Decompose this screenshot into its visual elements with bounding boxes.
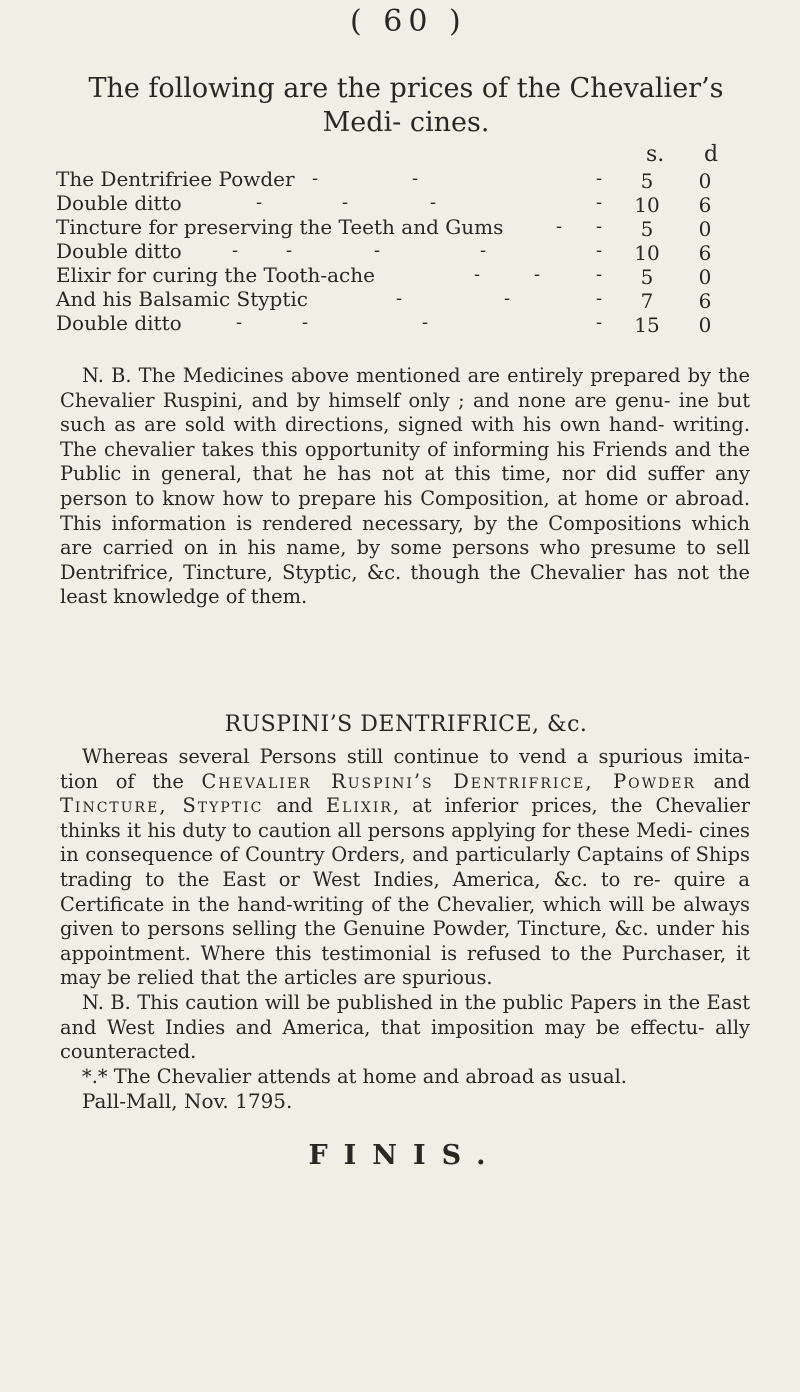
price-item: The Dentrifriee Powder [56,167,295,191]
price-pence: 0 [698,169,712,193]
notice-and: and [713,769,751,793]
nota-bene-section [60,364,750,610]
product-elixir: Elixir [325,794,393,818]
notice-intro: Whereas several Persons still continue to vend a spurious imita- tion of the [60,745,750,793]
dateline: Pall-Mall, Nov. 1795. [82,1089,293,1114]
price-row [56,215,746,241]
dash: - [312,168,319,189]
page-number: ( 60 ) [350,4,467,39]
notice-and: and [276,794,313,818]
price-pence: 6 [698,193,712,217]
dash: - [504,288,511,309]
dash: - [596,192,603,213]
price-shillings: 5 [640,217,654,241]
price-pence: 0 [698,313,712,337]
dash: - [302,312,309,333]
pence-header: d [704,142,719,167]
dash: - [236,312,243,333]
price-row [56,287,746,313]
price-row [56,263,746,289]
price-item: Double ditto [56,311,182,335]
dash: - [596,312,603,333]
price-row [56,311,746,337]
dash: - [474,264,481,285]
price-item: Double ditto [56,191,182,215]
price-item: Tincture for preserving the Teeth and Gums [56,215,504,239]
section-heading: RUSPINI’S DENTRIFRICE, &c. [224,712,588,737]
price-pence: 6 [698,289,712,313]
price-pence: 6 [698,241,712,265]
dash: - [596,168,603,189]
price-item: Elixir for curing the Tooth-ache [56,263,375,287]
price-shillings: 15 [634,313,660,337]
price-row [56,167,746,193]
product-tincture-styptic: Tincture, Styptic [60,794,264,818]
price-pence: 0 [698,217,712,241]
price-row [56,239,746,265]
dash: - [534,264,541,285]
attends-line: *.* The Chevalier attends at home and abroad as usual. [82,1064,627,1088]
notice-paragraph [60,745,750,991]
finis: FINIS. [308,1140,502,1171]
dash: - [556,216,563,237]
dash: - [430,192,437,213]
dash: - [412,168,419,189]
dash: - [374,240,381,261]
shillings-header: s. [646,142,665,167]
dash: - [596,216,603,237]
dash: - [422,312,429,333]
price-shillings: 10 [634,193,660,217]
price-item: And his Balsamic Styptic [56,287,308,311]
price-shillings: 5 [640,265,654,289]
price-shillings: 7 [640,289,654,313]
prices-heading: The following are the prices of the Chevalier’s Medi- cines. [88,73,724,138]
dash: - [342,192,349,213]
dash: - [596,240,603,261]
price-pence: 0 [698,265,712,289]
price-row [56,191,746,217]
dash: - [232,240,239,261]
dash: - [596,264,603,285]
dash: - [480,240,487,261]
dash: - [596,288,603,309]
dash: - [396,288,403,309]
notice-nb-paragraph: N. B. This caution will be published in the public Papers in the East and West Indies and America, that imposition may be effectu- ally counteracted. [60,990,750,1064]
price-shillings: 5 [640,169,654,193]
notice-continuation: , at inferior prices, the Chevalier thinks it his duty to caution all persons applying for these Medi- cines in consequence of Country Orders, and particularly Captains of Ships trading to the East or West Indies, America, &c. to re- quire a Certificate in the hand-writing of the Chevalier, which will be always given to persons selling the Genuine Powder, Tincture, &c. under his appointment. Where this testimonial is refused to the Purchaser, it may be relied that the articles are spurious. [60,794,750,990]
dash: - [286,240,293,261]
dash: - [256,192,263,213]
nota-bene-paragraph: N. B. The Medicines above mentioned are entirely prepared by the Chevalier Ruspini, and by himself only ; and none are genu- ine but such as are sold with directions, signed with his own hand- writing. The chevalier takes this opportunity of informing his Friends and the Public in general, that he has not at this time, nor did suffer any person to know how to prepare his Composition, at home or abroad. This information is rendered necessary, by the Compositions which are carried on in his name, by some persons who presume to sell Dentrifrice, Tincture, Styptic, &c. though the Chevalier has not the least knowledge of them. [60,364,750,609]
notice-section [60,745,750,1114]
price-shillings: 10 [634,241,660,265]
price-item: Double ditto [56,239,182,263]
product-names: Chevalier Ruspini’s Dentrifrice, Powder [201,769,696,793]
